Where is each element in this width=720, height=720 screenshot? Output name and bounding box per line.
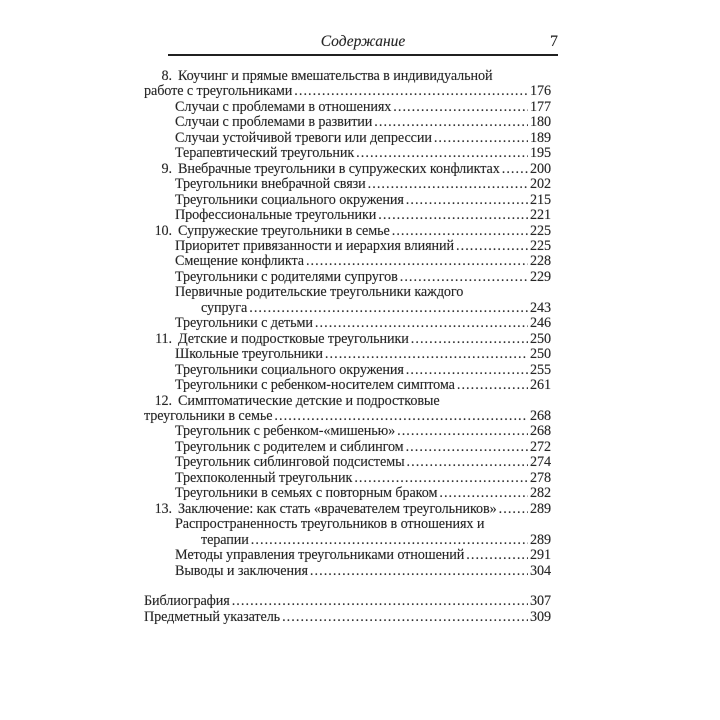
dot-leader xyxy=(392,224,528,239)
toc-entry-page: 289 xyxy=(530,532,551,548)
toc-entry-page: 225 xyxy=(530,223,551,239)
toc-entry xyxy=(144,502,551,517)
toc-entry-page: 255 xyxy=(530,362,551,378)
toc-entry-title: Детские и подростковые треугольники xyxy=(178,331,409,347)
toc-entry xyxy=(144,208,551,223)
toc-entry-title: Выводы и заключения xyxy=(175,563,308,579)
dot-leader xyxy=(457,378,528,393)
toc-entry-title: Методы управления треугольниками отношений xyxy=(175,548,465,564)
header-title: Содержание xyxy=(320,33,406,50)
toc-entry xyxy=(144,301,551,316)
toc-entry xyxy=(144,224,551,239)
dot-leader xyxy=(325,347,528,362)
dot-leader xyxy=(439,486,528,501)
toc-entry xyxy=(144,177,551,192)
toc-entry xyxy=(144,363,551,378)
toc-entry-page: 268 xyxy=(530,424,551,440)
toc-entry-page: 225 xyxy=(530,238,551,254)
toc-entry-title: Треугольники в семьях с повторным браком xyxy=(175,486,438,502)
dot-leader xyxy=(466,548,528,563)
toc-entry xyxy=(144,564,551,579)
toc-entry xyxy=(144,162,551,177)
dot-leader xyxy=(306,254,528,269)
dot-leader xyxy=(406,440,528,455)
toc-entry-page: 261 xyxy=(530,378,551,394)
toc-entry-page: 221 xyxy=(530,208,551,224)
toc-entry-page: 250 xyxy=(530,331,551,347)
dot-leader xyxy=(502,162,528,177)
toc-entry-page: 307 xyxy=(530,594,551,610)
toc-entry xyxy=(144,347,551,362)
toc-entry-page: 246 xyxy=(530,316,551,332)
toc-entry-title: Внебрачные треугольники в супружеских конфликтах xyxy=(178,161,500,177)
toc-entry-page: 278 xyxy=(530,470,551,486)
toc-entry-title: Супружеские треугольники в семье xyxy=(178,223,390,239)
toc-entry xyxy=(144,193,551,208)
toc-entry-page: 215 xyxy=(530,192,551,208)
toc-entry-title: Случаи с проблемами в отношениях xyxy=(175,99,392,115)
dot-leader xyxy=(274,409,528,424)
toc-entry xyxy=(144,610,551,625)
toc-entry xyxy=(144,146,551,161)
dot-leader xyxy=(406,363,528,378)
toc-entry-title: Коучинг и прямые вмешательства в индивидуальной xyxy=(178,69,493,84)
toc-entry-title: Трехпоколенный треугольник xyxy=(175,470,353,486)
toc-entry-page: 289 xyxy=(530,501,551,517)
toc-entry xyxy=(144,424,551,439)
toc-entry-page: 272 xyxy=(530,439,551,455)
toc-entry xyxy=(144,394,551,409)
toc-entry xyxy=(144,548,551,563)
toc-entry-page: 243 xyxy=(530,300,551,316)
dot-leader xyxy=(249,301,528,316)
toc-entry-title: Терапевтический треугольник xyxy=(175,146,355,162)
dot-leader xyxy=(393,100,528,115)
toc-list xyxy=(144,69,551,625)
dot-leader xyxy=(378,208,528,223)
toc-entry xyxy=(144,517,551,532)
dot-leader xyxy=(434,131,528,146)
toc-entry-page: 195 xyxy=(530,146,551,162)
toc-entry xyxy=(144,594,551,609)
toc-entry-page: 309 xyxy=(530,609,551,625)
dot-leader xyxy=(251,533,528,548)
toc-entry-page: 250 xyxy=(530,347,551,363)
toc-entry-number: 8. xyxy=(161,69,172,84)
toc-entry-page: 202 xyxy=(530,177,551,193)
toc-entry xyxy=(144,409,551,424)
toc-entry xyxy=(144,316,551,331)
toc-entry-title: Треугольники с детьми xyxy=(175,316,313,332)
toc-entry-number: 10. xyxy=(154,223,172,239)
toc-entry-page: 189 xyxy=(530,130,551,146)
toc-entry xyxy=(144,440,551,455)
toc-entry-page: 180 xyxy=(530,115,551,131)
toc-entry xyxy=(144,84,551,99)
toc-entry-title: Треугольники внебрачной связи xyxy=(175,177,366,193)
toc-entry-page: 200 xyxy=(530,161,551,177)
dot-leader xyxy=(499,502,528,517)
toc-entry-number: 12. xyxy=(154,393,172,409)
toc-entry xyxy=(144,270,551,285)
toc-entry-title: терапии xyxy=(201,532,249,548)
dot-leader xyxy=(232,594,528,609)
toc-entry-page: 229 xyxy=(530,269,551,285)
toc-entry-title: Школьные треугольники xyxy=(175,347,323,363)
toc-entry-title: Профессиональные треугольники xyxy=(175,208,377,224)
toc-entry-title: Симптоматические детские и подростковые xyxy=(178,393,440,409)
toc-entry xyxy=(144,131,551,146)
toc-entry-title: Заключение: как стать «врачевателем треугольников» xyxy=(178,501,497,517)
toc-entry-title: супруга xyxy=(201,300,248,316)
dot-leader xyxy=(456,239,528,254)
toc-entry xyxy=(144,378,551,393)
toc-entry-title: Треугольник сиблинговой подсистемы xyxy=(175,455,405,471)
toc-entry-page: 291 xyxy=(530,548,551,564)
toc-entry-title: Предметный указатель xyxy=(144,609,281,625)
toc-entry-title: Треугольники с ребенком-носителем симптома xyxy=(175,378,455,394)
toc-entry-title: Случаи устойчивой тревоги или депрессии xyxy=(175,130,432,146)
toc-entry-title: Первичные родительские треугольники каждого xyxy=(175,285,464,301)
toc-entry-title: Случаи с проблемами в развитии xyxy=(175,115,373,131)
toc-entry-title: Треугольник с ребенком-«мишенью» xyxy=(175,424,396,440)
toc-entry xyxy=(144,285,551,300)
toc-entry-title: Треугольники с родителями супругов xyxy=(175,269,398,285)
toc-entry xyxy=(144,239,551,254)
dot-leader xyxy=(310,564,528,579)
toc-entry xyxy=(144,115,551,130)
toc-entry-page: 176 xyxy=(530,84,551,100)
toc-entry xyxy=(144,455,551,470)
dot-leader xyxy=(315,316,528,331)
toc-entry-title: Библиография xyxy=(144,594,230,610)
toc-entry-page: 304 xyxy=(530,563,551,579)
toc-entry-number: 13. xyxy=(154,501,172,517)
toc-entry-title: Треугольники социального окружения xyxy=(175,192,404,208)
toc-entry-page: 268 xyxy=(530,408,551,424)
header-page-number: 7 xyxy=(550,33,558,50)
dot-leader xyxy=(282,610,528,625)
dot-leader xyxy=(368,177,528,192)
toc-entry-title: треугольники в семье xyxy=(144,408,273,424)
dot-leader xyxy=(411,332,528,347)
toc-entry xyxy=(144,254,551,269)
toc-entry-page: 228 xyxy=(530,254,551,270)
toc-entry xyxy=(144,69,551,84)
page-header xyxy=(168,33,558,56)
dot-leader xyxy=(406,193,528,208)
toc-entry-title: работе с треугольниками xyxy=(144,84,293,100)
toc-entry-title: Распространенность треугольников в отношениях и xyxy=(175,517,485,533)
toc-entry xyxy=(144,471,551,486)
toc-entry-number: 11. xyxy=(155,331,172,347)
dot-leader xyxy=(407,455,529,470)
toc-entry-title: Треугольники социального окружения xyxy=(175,362,404,378)
dot-leader xyxy=(294,84,528,99)
toc-entry-title: Смещение конфликта xyxy=(175,254,304,270)
dot-leader xyxy=(400,270,528,285)
dot-leader xyxy=(354,471,528,486)
toc-entry-title: Треугольник с родителем и сиблингом xyxy=(175,439,404,455)
toc-entry xyxy=(144,100,551,115)
toc-entry xyxy=(144,486,551,501)
toc-entry xyxy=(144,533,551,548)
dot-leader xyxy=(374,115,528,130)
toc-entry xyxy=(144,332,551,347)
toc-entry-page: 274 xyxy=(530,455,551,471)
dot-leader xyxy=(397,424,528,439)
toc-entry-title: Приоритет привязанности и иерархия влияний xyxy=(175,238,455,254)
toc-entry-page: 282 xyxy=(530,486,551,502)
dot-leader xyxy=(356,146,528,161)
toc-entry-number: 9. xyxy=(161,161,172,177)
toc-entry-page: 177 xyxy=(530,99,551,115)
